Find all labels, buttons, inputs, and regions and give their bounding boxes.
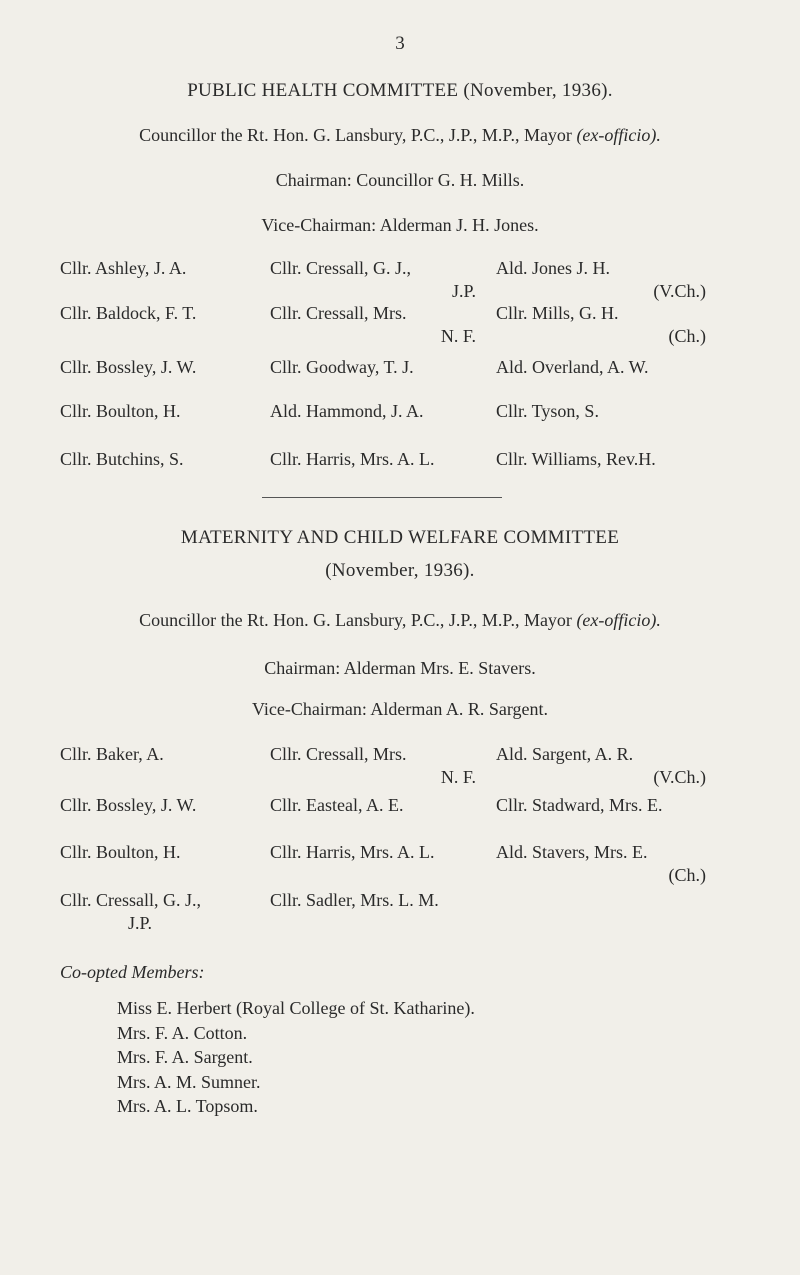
member-entry: Cllr. Ashley, J. A.: [60, 258, 187, 278]
member-entry: Cllr. Goodway, T. J.: [270, 357, 414, 377]
list-item: Mrs. A. M. Sumner.: [117, 1071, 261, 1092]
member-entry: Ald. Stavers, Mrs. E. (Ch.): [496, 842, 706, 885]
mayor-text: Councillor the Rt. Hon. G. Lansbury, P.C., J.P., M.P., Mayor: [139, 125, 577, 145]
coopted-heading: Co-opted Members:: [60, 962, 205, 982]
maternity-chairman: Chairman: Alderman Mrs. E. Stavers.: [264, 658, 536, 678]
member-entry: Cllr. Mills, G. H. (Ch.): [496, 303, 706, 346]
member-entry: Cllr. Butchins, S.: [60, 449, 184, 469]
ex-officio-note: (ex-officio).: [576, 125, 661, 145]
coopted-members-list: [117, 996, 475, 1119]
list-item: Mrs. F. A. Cotton.: [117, 1022, 248, 1043]
maternity-mayor-line: [0, 610, 800, 631]
member-entry: Cllr. Cressall, Mrs. N. F.: [270, 744, 476, 787]
list-item: Mrs. F. A. Sargent.: [117, 1047, 253, 1068]
member-entry: Ald. Jones J. H. (V.Ch.): [496, 258, 706, 301]
member-entry: Cllr. Cressall, G. J., J.P.: [60, 890, 202, 933]
member-entry: Ald. Sargent, A. R. (V.Ch.): [496, 744, 706, 787]
list-item: Mrs. A. L. Topsom.: [117, 1096, 258, 1117]
member-entry: Ald. Overland, A. W.: [496, 357, 649, 377]
member-entry: Ald. Hammond, J. A.: [270, 401, 424, 421]
member-entry: Cllr. Harris, Mrs. A. L.: [270, 842, 435, 862]
public-health-mayor-line: [0, 125, 800, 146]
member-entry: Cllr. Williams, Rev.H.: [496, 449, 656, 469]
member-entry: Cllr. Boulton, H.: [60, 401, 181, 421]
maternity-vice-chairman: Vice-Chairman: Alderman A. R. Sargent.: [251, 699, 549, 719]
public-health-chairman: Chairman: Councillor G. H. Mills.: [275, 170, 525, 190]
member-entry: Cllr. Baldock, F. T.: [60, 303, 197, 323]
member-entry: Cllr. Boulton, H.: [60, 842, 181, 862]
list-item: Miss E. Herbert (Royal College of St. Katharine).: [117, 998, 475, 1018]
member-entry: Cllr. Sadler, Mrs. L. M.: [270, 890, 439, 910]
member-entry: Cllr. Cressall, G. J., J.P.: [270, 258, 476, 301]
member-entry: Cllr. Cressall, Mrs. N. F.: [270, 303, 476, 346]
member-entry: Cllr. Harris, Mrs. A. L.: [270, 449, 435, 469]
member-entry: Cllr. Tyson, S.: [496, 401, 599, 421]
ex-officio-note: (ex-officio).: [576, 610, 661, 630]
member-entry: Cllr. Stadward, Mrs. E.: [496, 795, 663, 815]
maternity-heading-date: (November, 1936).: [325, 560, 475, 581]
public-health-vice-chairman: Vice-Chairman: Alderman J. H. Jones.: [261, 215, 539, 235]
page-number: 3: [395, 33, 405, 54]
member-entry: Cllr. Baker, A.: [60, 744, 164, 764]
section-divider: [262, 497, 502, 498]
public-health-heading: PUBLIC HEALTH COMMITTEE (November, 1936).: [187, 80, 613, 101]
member-entry: Cllr. Easteal, A. E.: [270, 795, 404, 815]
mayor-text: Councillor the Rt. Hon. G. Lansbury, P.C., J.P., M.P., Mayor: [139, 610, 577, 630]
member-entry: Cllr. Bossley, J. W.: [60, 795, 197, 815]
member-entry: Cllr. Bossley, J. W.: [60, 357, 197, 377]
maternity-heading: MATERNITY AND CHILD WELFARE COMMITTEE: [180, 527, 620, 548]
